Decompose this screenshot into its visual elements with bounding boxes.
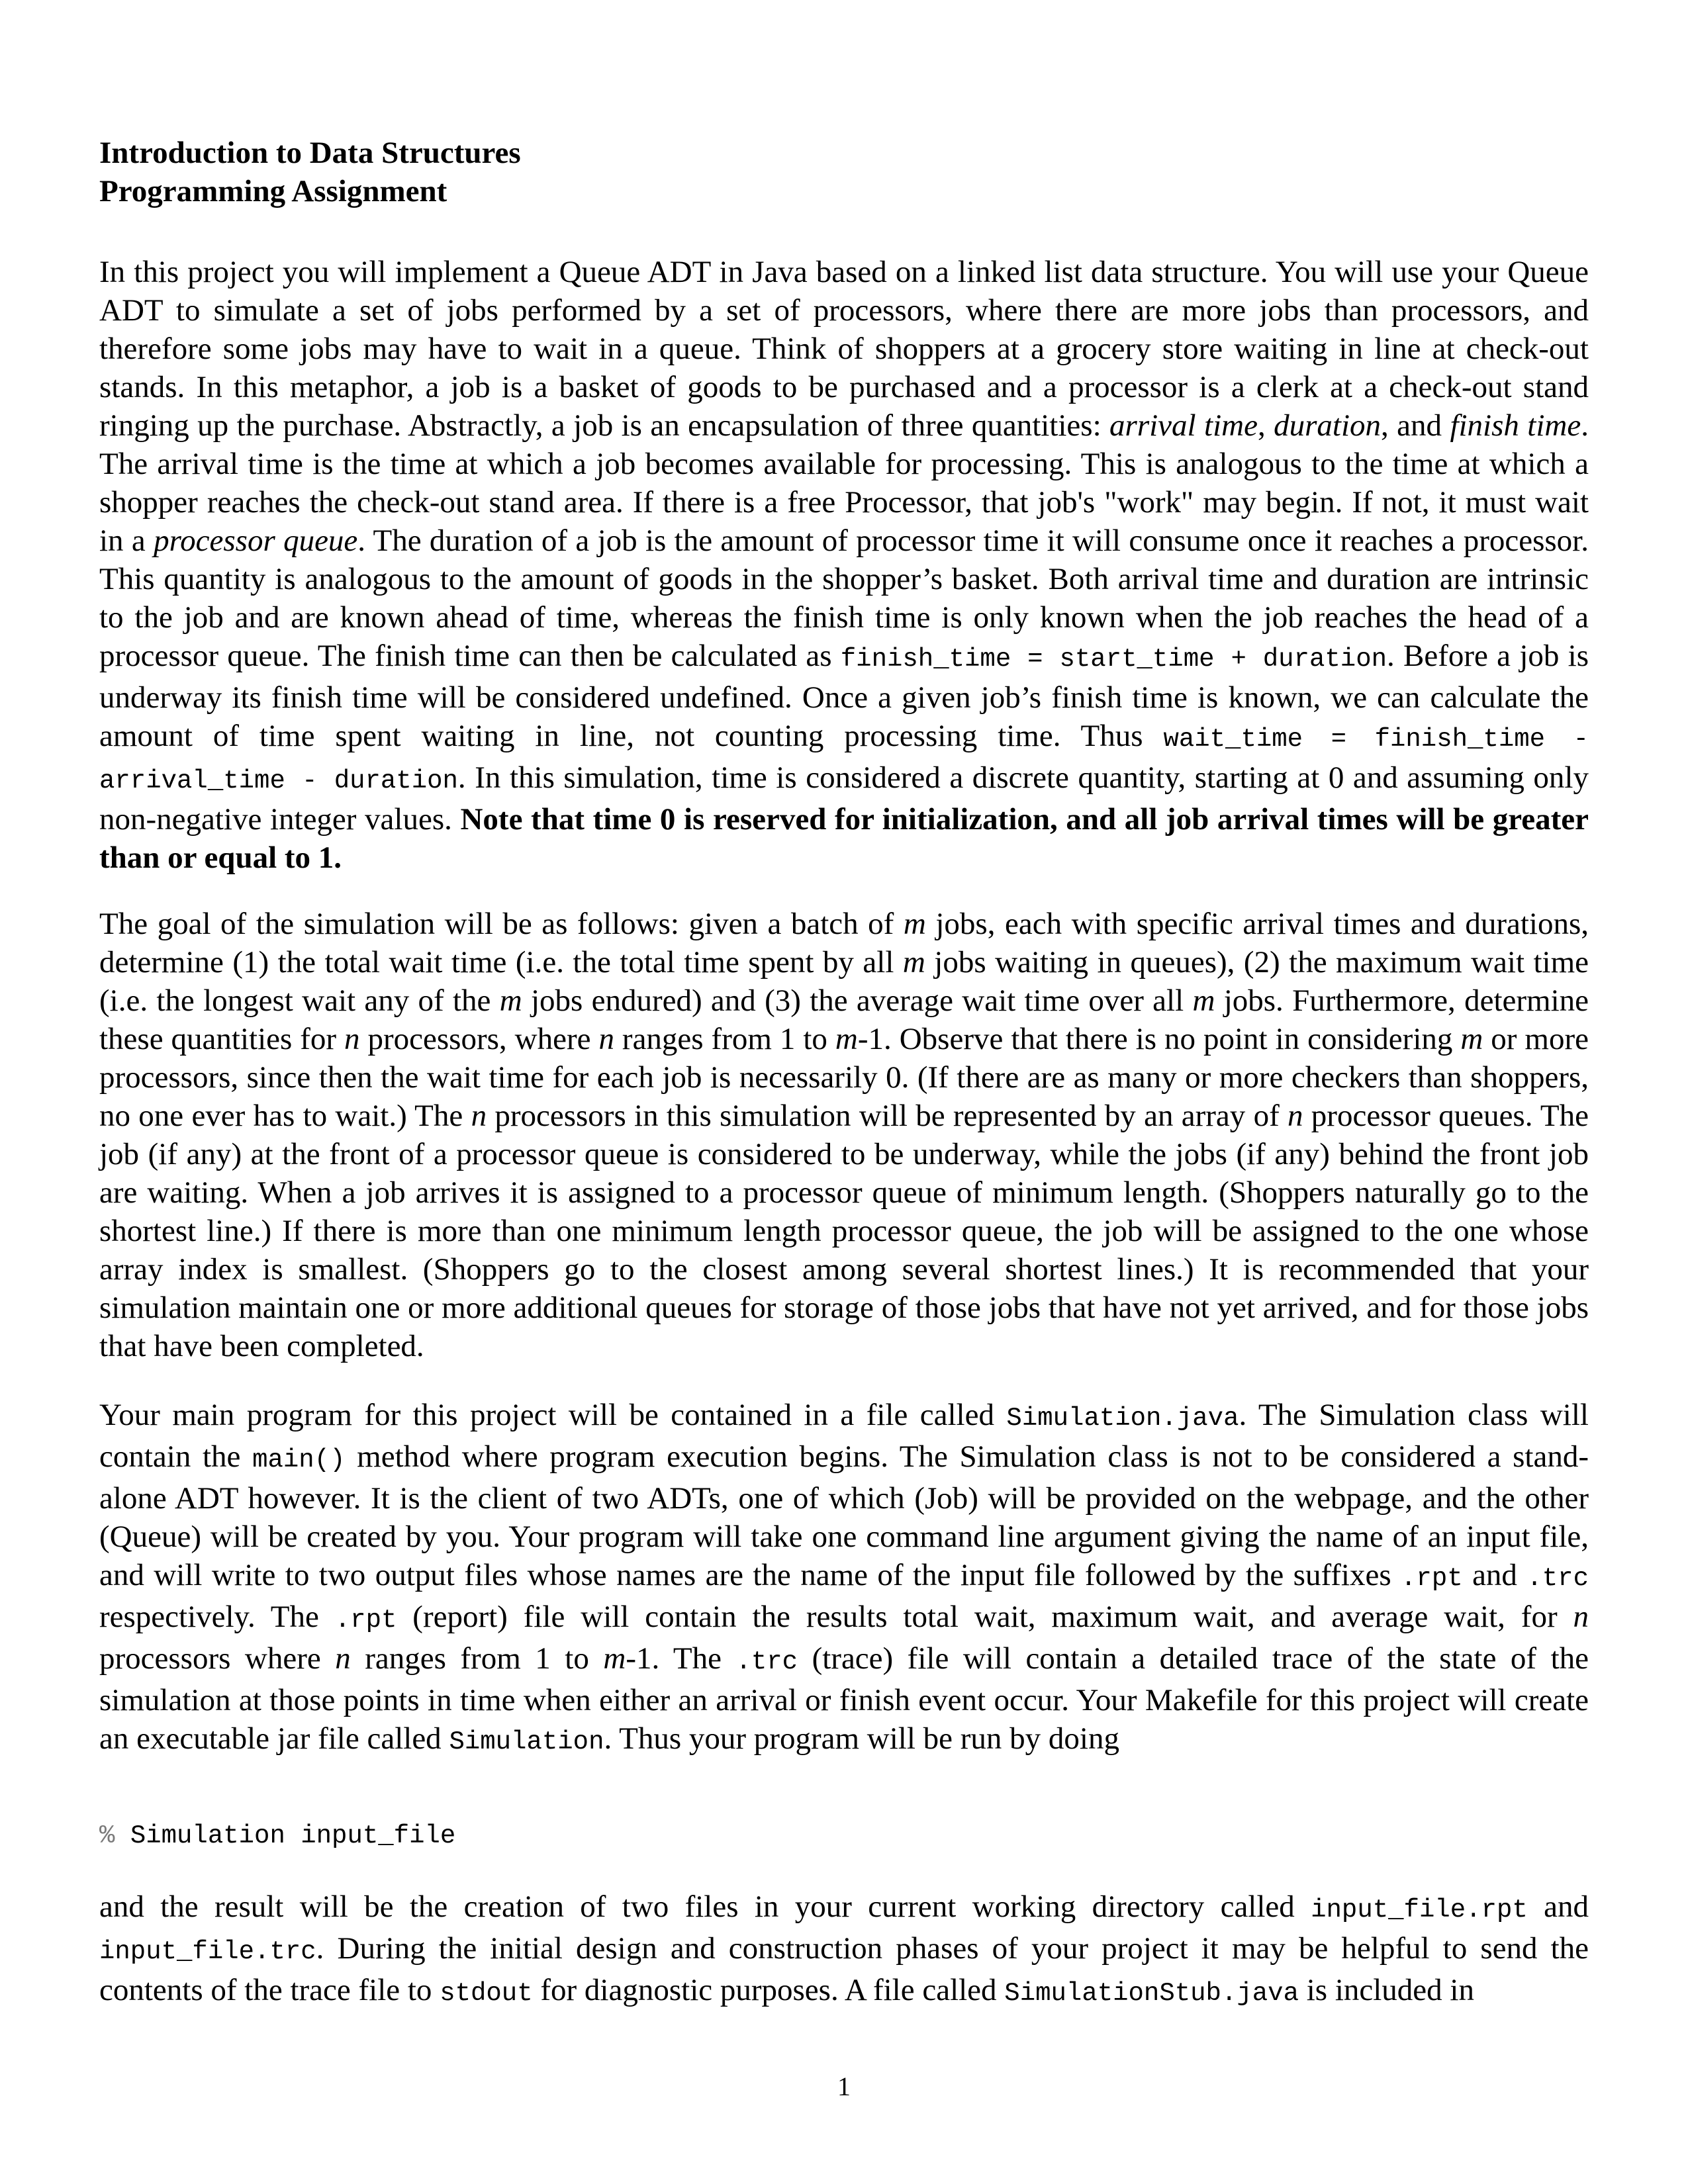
page-number: 1: [837, 2071, 851, 2101]
course-title: Introduction to Data Structures: [99, 136, 521, 170]
term-duration: duration: [1274, 408, 1382, 443]
paragraph-intro: In this project you will implement a Queue ADT in Java based on a linked list data structure. You will use your Queue ADT to simulate a set of jobs performed by a set of processors, where there are more jobs than processors, and therefore some jobs may have to wait in a queue. Think of shoppers at a grocery store waiting in line at check-out stands. In this metaphor, a job is a basket of goods to be purchased and a processor is a clerk at a check-out stand ringing up the purchase. Abstractly, a job is an encapsulation of three quantities: arrival time, duration, and finish time. The arrival time is the time at which a job becomes available for processing. This is analogous to the time at which a shopper reaches the check-out stand area. If there is a free Processor, that job's "work" may begin. If not, it must wait in a processor queue. The duration of a job is the amount of processor time it will consume once it reaches a processor. This quantity is analogous to the amount of goods in the shopper’s basket. Both arrival time and duration are intrinsic to the job and are known ahead of time, whereas the finish time is only known when the job reaches the head of a processor queue. The finish time can then be calculated as finish_time = start_time + duration. Before a job is underway its finish time will be considered undefined. Once a given job’s finish time is known, we can calculate the amount of time spent waiting in line, not counting processing time. Thus wait_time = finish_time - arrival_time - duration. In this simulation, time is considered a discrete quantity, starting at 0 and assuming only non-negative integer values. Note that time 0 is reserved for initialization, and all job arrival times will be greater than or equal to 1.: [99, 255, 1589, 875]
term-processor-queue: processor queue: [154, 523, 358, 558]
code-main-method: main(): [252, 1445, 346, 1475]
code-executable-name: Simulation: [449, 1727, 604, 1756]
document-title: [99, 134, 521, 210]
time-zero-note: Note that time 0 is reserved for initialization, and all job arrival times will be greater than or equal to 1.: [99, 802, 1589, 875]
code-filename: Simulation.java: [1006, 1404, 1239, 1433]
shell-prompt: %: [99, 1821, 115, 1850]
paragraph-main-program: Your main program for this project will be contained in a file called Simulation.java. The Simulation class will contain the main() method where program execution begins. The Simulation class is not to be considered a stand-alone ADT however. It is the client of two ADTs, one of which (Job) will be provided on the webpage, and the other (Queue) will be created by you. Your program will take one command line argument giving the name of an input file, and will write to two output files whose names are the name of the input file followed by the suffixes .rpt and .trc respectively. The .rpt (report) file will contain the results total wait, maximum wait, and average wait, for n processors where n ranges from 1 to m-1. The .trc (trace) file will contain a detailed trace of the state of the simulation at those points in time when either an arrival or finish event occur. Your Makefile for this project will create an executable jar file called Simulation. Thus your program will be run by doing: [99, 1398, 1589, 1756]
paragraph-simulation-goal: The goal of the simulation will be as follows: given a batch of m jobs, each with specific arrival times and durations, determine (1) the total wait time (i.e. the total time spent by all m jobs waiting in queues), (2) the maximum wait time (i.e. the longest wait any of the m jobs endured) and (3) the average wait time over all m jobs. Furthermore, determine these quantities for n processors, where n ranges from 1 to m-1. Observe that there is no point in considering m or more processors, since then the wait time for each job is necessarily 0. (If there are as many or more checkers than shoppers, no one ever has to wait.) The n processors in this simulation will be represented by an array of n processor queues. The job (if any) at the front of a processor queue is considered to be underway, while the jobs (if any) behind the front job are waiting. When a job arrives it is assigned to a processor queue of minimum length. (Shoppers naturally go to the shortest line.) If there is more than one minimum length processor queue, the job will be assigned to the one whose array index is smallest. (Shoppers go to the closest among several shortest lines.) It is recommended that your simulation maintain one or more additional queues for storage of those jobs that have not yet arrived, and for those jobs that have been completed.: [99, 907, 1589, 1363]
term-finish-time: finish time: [1450, 408, 1581, 443]
code-wait-time: wait_time = finish_time - arrival_time - duration: [99, 725, 1589, 796]
command-text: Simulation input_file: [130, 1821, 456, 1850]
code-finish-time: finish_time = start_time + duration: [840, 645, 1387, 674]
paragraph-output-files: and the result will be the creation of two files in your current working directory called input_file.rpt and input_file.trc. During the initial design and construction phases of your project it may be helpful to send the contents of the trace file to stdout for diagnostic purposes. A file called SimulationStub.java is included in: [99, 1889, 1589, 2008]
assignment-title: Programming Assignment: [99, 174, 447, 208]
command-line-example: [99, 1817, 455, 1855]
term-arrival-time: arrival time: [1109, 408, 1258, 443]
